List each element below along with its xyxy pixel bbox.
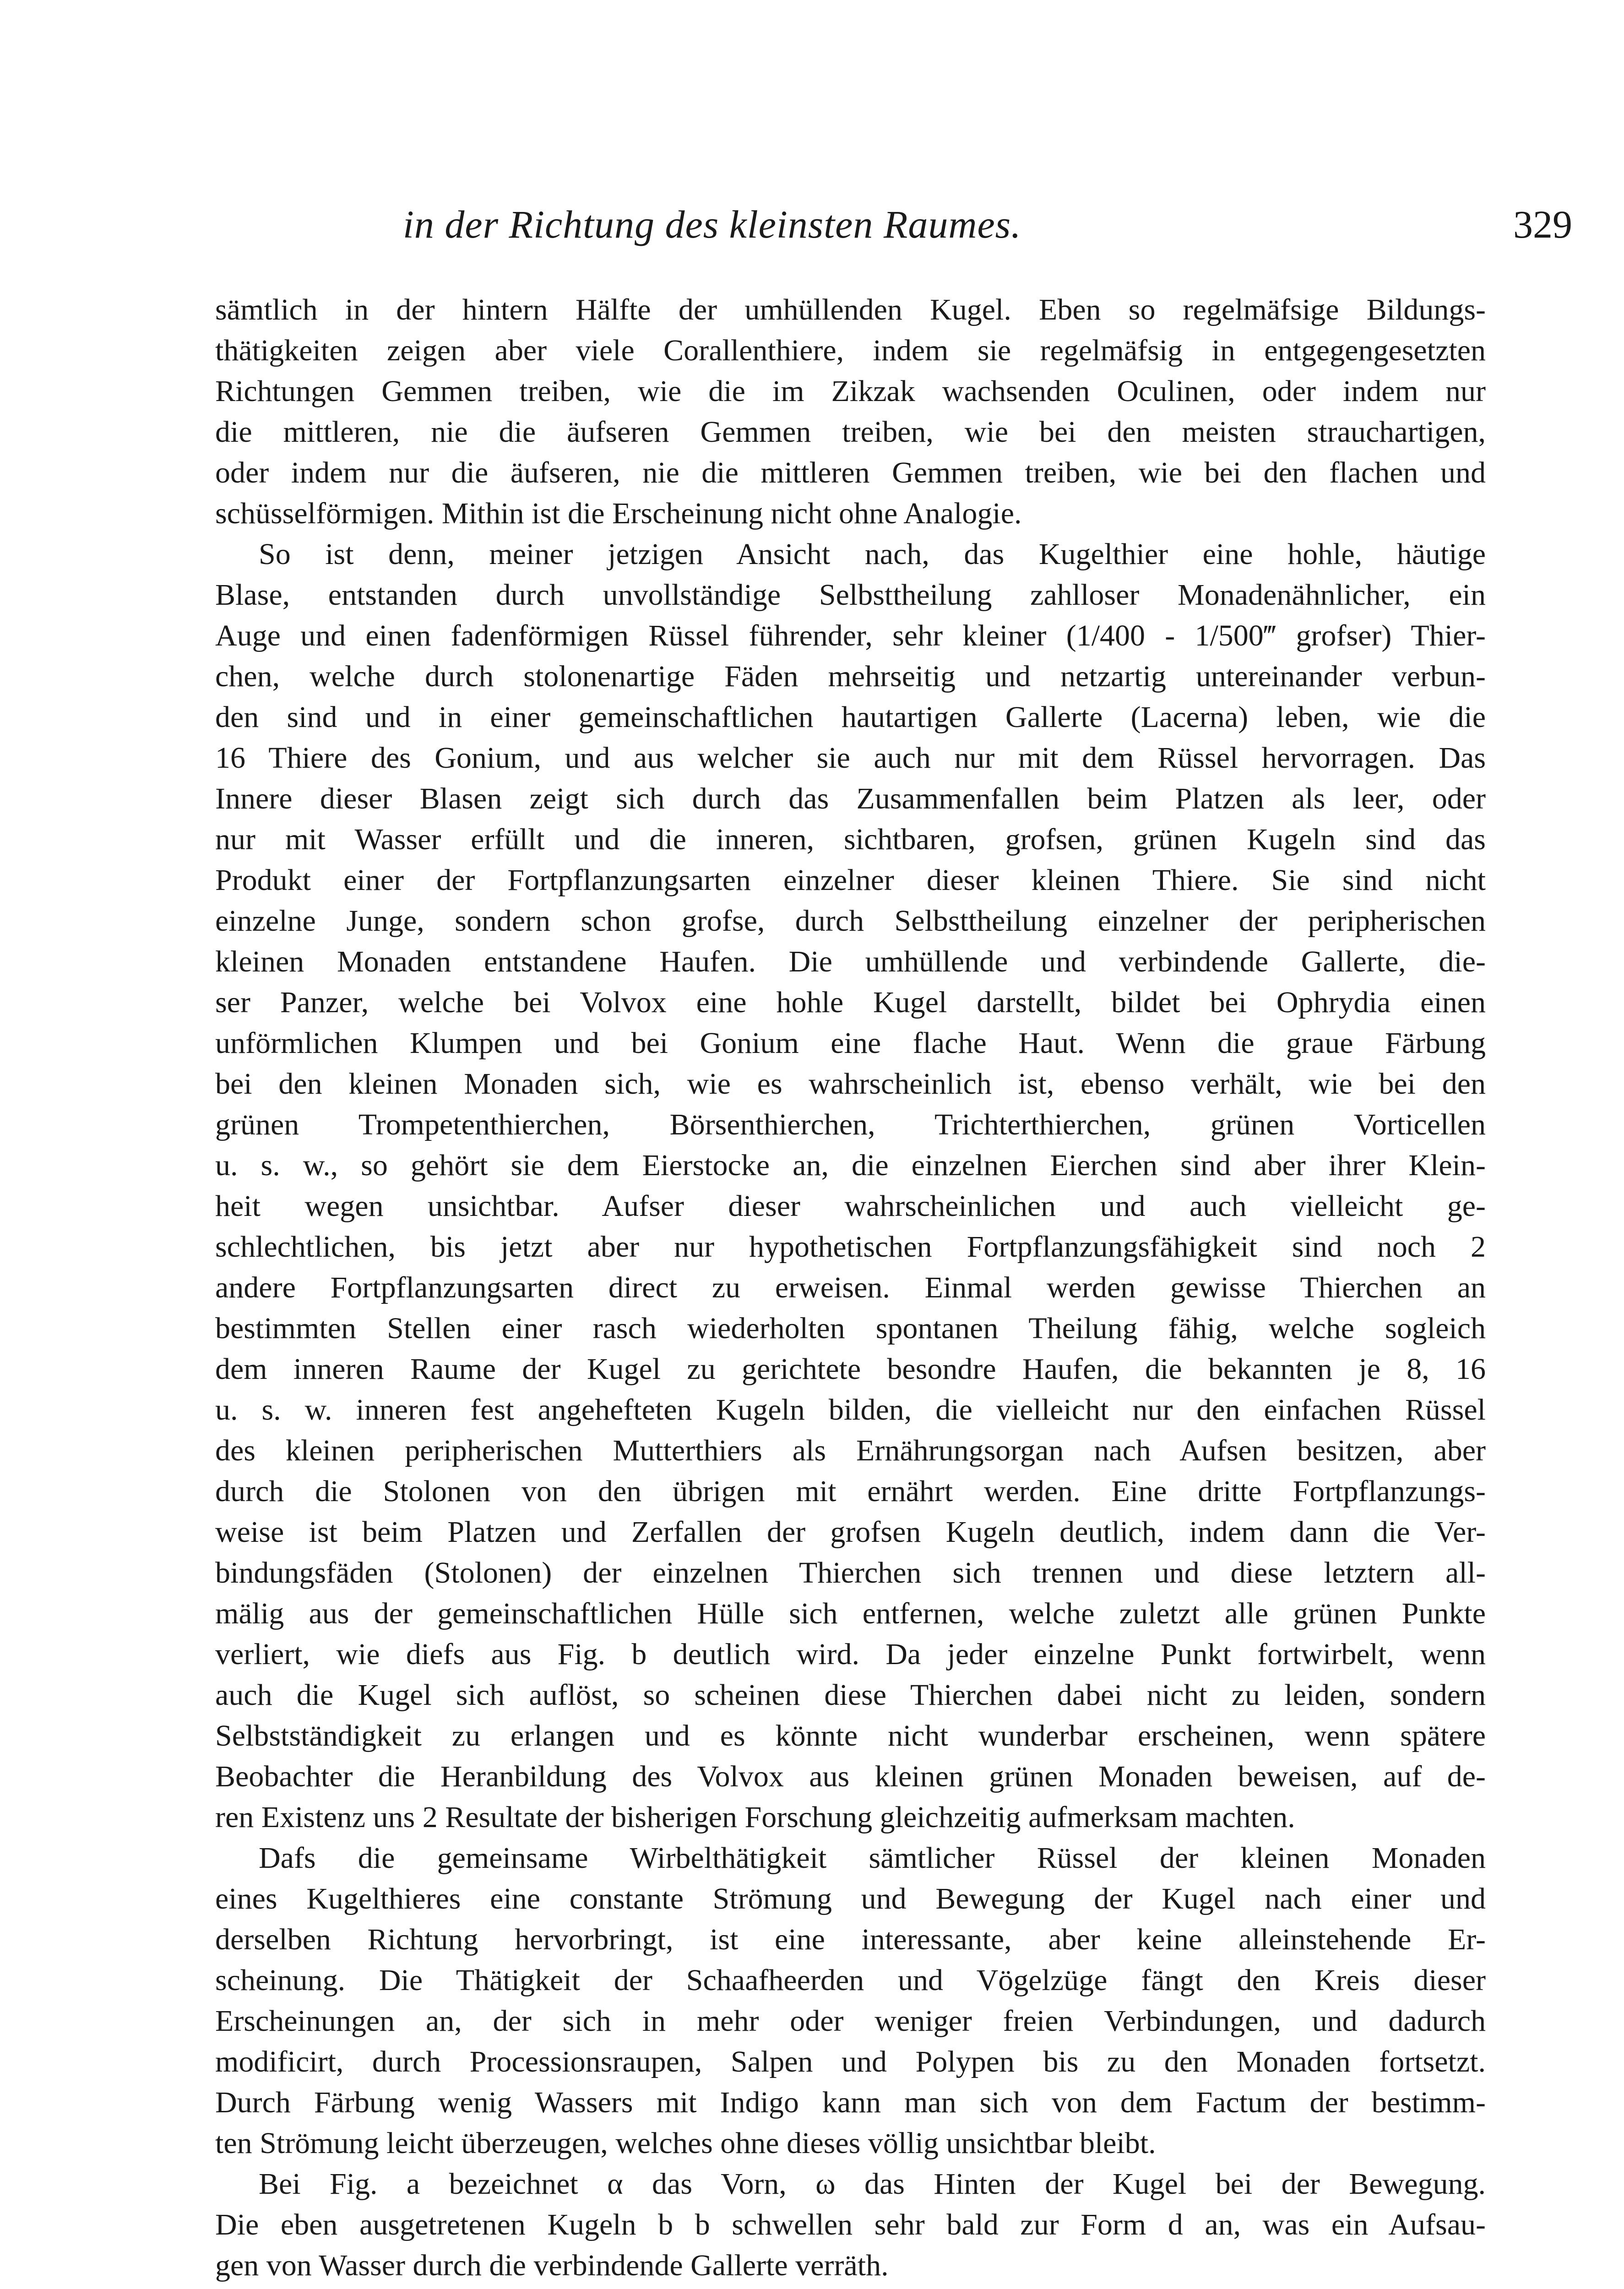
text-line: sämtlich in der hintern Hälfte der umhüllenden Kugel. Eben so regelmäfsige Bildungs- xyxy=(215,293,1486,326)
text-line: bei den kleinen Monaden sich, wie es wahrscheinlich ist, ebenso verhält, wie bei den xyxy=(215,1067,1486,1101)
text-line: schlechtlichen, bis jetzt aber nur hypothetischen Fortpflanzungsfähigkeit sind noch 2 xyxy=(215,1230,1486,1264)
running-head-title: in der Richtung des kleinsten Raumes. xyxy=(403,202,1021,246)
text-line: schüsselförmigen. Mithin ist die Erscheinung nicht ohne Analogie. xyxy=(215,497,1022,530)
text-line: den sind und in einer gemeinschaftlichen hautartigen Gallerte (Lacerna) leben, wie die xyxy=(215,700,1486,734)
text-line: des kleinen peripherischen Mutterthiers als Ernährungsorgan nach Aufsen besitzen, aber xyxy=(215,1434,1486,1467)
text-line: heit wegen unsichtbar. Aufser dieser wahrscheinlichen und auch vielleicht ge- xyxy=(215,1189,1486,1223)
text-line: Richtungen Gemmen treiben, wie die im Zikzak wachsenden Oculinen, oder indem nur xyxy=(215,374,1486,408)
text-line: mälig aus der gemeinschaftlichen Hülle sich entfernen, welche zuletzt alle grünen Punkte xyxy=(215,1597,1486,1630)
text-line: thätigkeiten zeigen aber viele Corallenthiere, indem sie regelmäfsig in entgegengesetzten xyxy=(215,334,1486,367)
text-line: eines Kugelthieres eine constante Strömung und Bewegung der Kugel nach einer und xyxy=(215,1882,1486,1915)
page-number: 329 xyxy=(1513,202,1572,246)
text-line: scheinung. Die Thätigkeit der Schaafheerden und Vögelzüge fängt den Kreis dieser xyxy=(215,1964,1486,1997)
text-line: die mittleren, nie die äufseren Gemmen treiben, wie bei den meisten strauchartigen, xyxy=(215,415,1486,449)
text-line: oder indem nur die äufseren, nie die mittleren Gemmen treiben, wie bei den flachen und xyxy=(215,456,1486,489)
text-line: u. s. w. inneren fest angehefteten Kugeln bilden, die vielleicht nur den einfachen Rüssel xyxy=(215,1393,1486,1427)
text-line: derselben Richtung hervorbringt, ist eine interessante, aber keine alleinstehende Er- xyxy=(215,1923,1486,1956)
text-line: Durch Färbung wenig Wassers mit Indigo kann man sich von dem Factum der bestimm- xyxy=(215,2086,1486,2119)
text-line: andere Fortpflanzungsarten direct zu erweisen. Einmal werden gewisse Thierchen an xyxy=(215,1271,1486,1304)
text-line: durch die Stolonen von den übrigen mit ernährt werden. Eine dritte Fortpflanzungs- xyxy=(215,1475,1486,1508)
text-line: 16 Thiere des Gonium, und aus welcher sie auch nur mit dem Rüssel hervorragen. Das xyxy=(215,741,1486,775)
body-text xyxy=(215,289,1486,2286)
text-line: Blase, entstanden durch unvollständige Selbsttheilung zahlloser Monadenähnlicher, ein xyxy=(215,578,1486,612)
text-line: u. s. w., so gehört sie dem Eierstocke an, die einzelnen Eierchen sind aber ihrer Klein- xyxy=(215,1149,1486,1182)
text-line: gen von Wasser durch die verbindende Gallerte verräth. xyxy=(215,2249,889,2282)
text-line: auch die Kugel sich auflöst, so scheinen diese Thierchen dabei nicht zu leiden, sondern xyxy=(215,1678,1486,1712)
text-line: kleinen Monaden entstandene Haufen. Die umhüllende und verbindende Gallerte, die- xyxy=(215,945,1486,978)
text-line: Produkt einer der Fortpflanzungsarten einzelner dieser kleinen Thiere. Sie sind nicht xyxy=(215,863,1486,897)
text-line: ten Strömung leicht überzeugen, welches ohne dieses völlig unsichtbar bleibt. xyxy=(215,2126,1156,2160)
text-line: Die eben ausgetretenen Kugeln b b schwellen sehr bald zur Form d an, was ein Aufsau- xyxy=(215,2208,1486,2241)
text-line: Beobachter die Heranbildung des Volvox aus kleinen grünen Monaden beweisen, auf de- xyxy=(215,1760,1486,1793)
text-line: bindungsfäden (Stolonen) der einzelnen Thierchen sich trennen und diese letztern all- xyxy=(215,1556,1486,1589)
text-line: Selbstständigkeit zu erlangen und es könnte nicht wunderbar erscheinen, wenn spätere xyxy=(215,1719,1486,1752)
text-line: ren Existenz uns 2 Resultate der bisherigen Forschung gleichzeitig aufmerksam machten. xyxy=(215,1801,1295,1834)
text-line: Bei Fig. a bezeichnet α das Vorn, ω das Hinten der Kugel bei der Bewegung. xyxy=(259,2167,1486,2201)
text-line: einzelne Junge, sondern schon grofse, durch Selbsttheilung einzelner der peripherischen xyxy=(215,904,1486,938)
text-line: dem inneren Raume der Kugel zu gerichtete besondre Haufen, die bekannten je 8, 16 xyxy=(215,1352,1486,1386)
text-line: Erscheinungen an, der sich in mehr oder weniger freien Verbindungen, und dadurch xyxy=(215,2004,1486,2038)
text-line: So ist denn, meiner jetzigen Ansicht nach, das Kugelthier eine hohle, häutige xyxy=(259,537,1486,571)
text-line: grünen Trompetenthierchen, Börsenthierchen, Trichterthierchen, grünen Vorticellen xyxy=(215,1108,1486,1141)
text-line: unförmlichen Klumpen und bei Gonium eine flache Haut. Wenn die graue Färbung xyxy=(215,1026,1486,1060)
text-line: Innere dieser Blasen zeigt sich durch das Zusammenfallen beim Platzen als leer, oder xyxy=(215,782,1486,815)
text-line: nur mit Wasser erfüllt und die inneren, sichtbaren, grofsen, grünen Kugeln sind das xyxy=(215,823,1486,856)
text-line: weise ist beim Platzen und Zerfallen der grofsen Kugeln deutlich, indem dann die Ver- xyxy=(215,1515,1486,1549)
text-line: Auge und einen fadenförmigen Rüssel führender, sehr kleiner (1/400 - 1/500‴ grofser) Thier- xyxy=(215,619,1486,652)
text-line: verliert, wie diefs aus Fig. b deutlich wird. Da jeder einzelne Punkt fortwirbelt, wenn xyxy=(215,1638,1486,1671)
text-line: chen, welche durch stolonenartige Fäden mehrseitig und netzartig untereinander verbun- xyxy=(215,660,1486,693)
text-line: ser Panzer, welche bei Volvox eine hohle Kugel darstellt, bildet bei Ophrydia einen xyxy=(215,986,1486,1019)
text-line: Dafs die gemeinsame Wirbelthätigkeit sämtlicher Rüssel der kleinen Monaden xyxy=(259,1841,1486,1875)
running-head xyxy=(0,201,1624,252)
text-line: bestimmten Stellen einer rasch wiederholten spontanen Theilung fähig, welche sogleich xyxy=(215,1312,1486,1345)
text-line: modificirt, durch Processionsraupen, Salpen und Polypen bis zu den Monaden fortsetzt. xyxy=(215,2045,1486,2078)
